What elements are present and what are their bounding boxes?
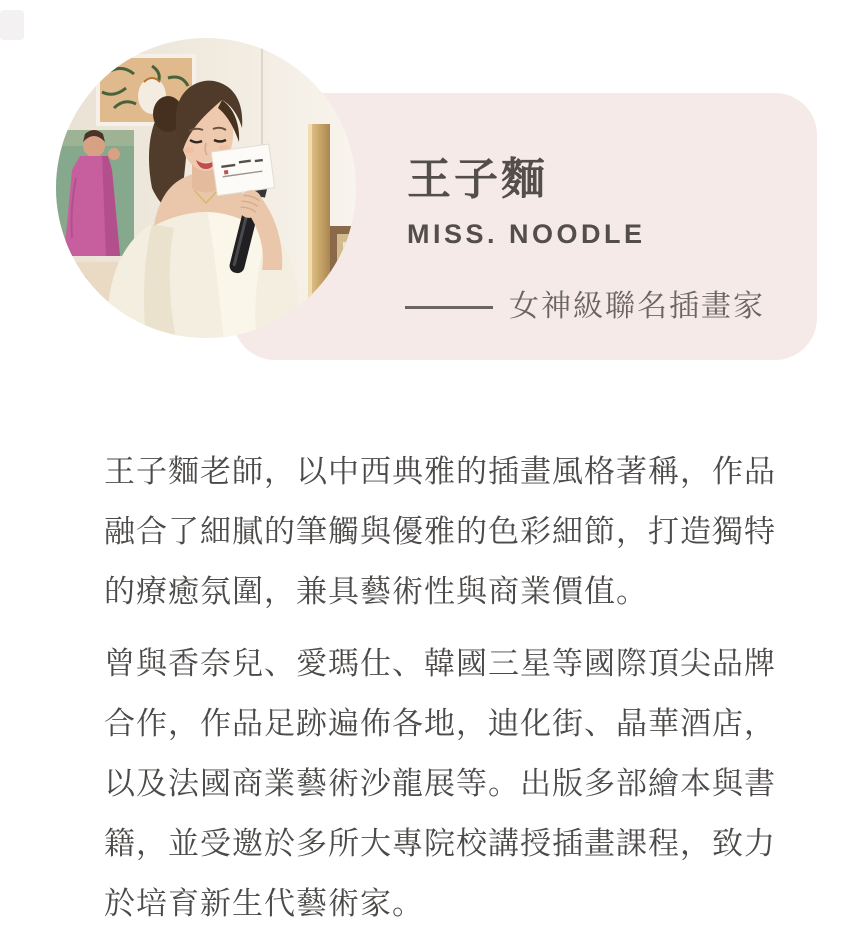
bio-line: 以及法國商業藝術沙龍展等。出版多部繪本與書 bbox=[104, 766, 776, 801]
blush-left bbox=[184, 147, 194, 153]
bio-line: 於培育新生代藝術家。 bbox=[104, 886, 424, 921]
bio-line: 籍，並受邀於多所大專院校講授插畫課程，致力 bbox=[104, 826, 776, 861]
bio-paragraph-2 bbox=[104, 634, 776, 934]
painting-pink-figure bbox=[56, 130, 134, 256]
tagline-dash bbox=[405, 306, 493, 309]
bio-line: 融合了細膩的筆觸與優雅的色彩細節，打造獨特 bbox=[104, 514, 776, 549]
avatar-photo bbox=[56, 38, 356, 338]
avatar-illustration bbox=[56, 38, 356, 338]
artist-name-en: MISS. NOODLE bbox=[407, 219, 646, 249]
tagline-text: 女神級聯名插畫家 bbox=[509, 290, 765, 323]
bio-paragraph-1 bbox=[104, 442, 776, 622]
mic-flag bbox=[211, 144, 275, 196]
corner-artifact bbox=[0, 10, 24, 40]
painting-rust-figure bbox=[56, 262, 118, 338]
bio-line: 王子麵老師，以中西典雅的插畫風格著稱，作品 bbox=[104, 454, 776, 489]
bio-line: 的療癒氛圍，兼具藝術性與商業價值。 bbox=[104, 574, 648, 609]
bio-line: 合作，作品足跡遍佈各地，迪化街、晶華酒店， bbox=[104, 706, 776, 741]
bio-line: 曾與香奈兒、愛瑪仕、韓國三星等國際頂尖品牌 bbox=[104, 646, 776, 681]
artist-name-zh: 王子麵 bbox=[407, 155, 548, 204]
tagline-row bbox=[405, 290, 765, 324]
